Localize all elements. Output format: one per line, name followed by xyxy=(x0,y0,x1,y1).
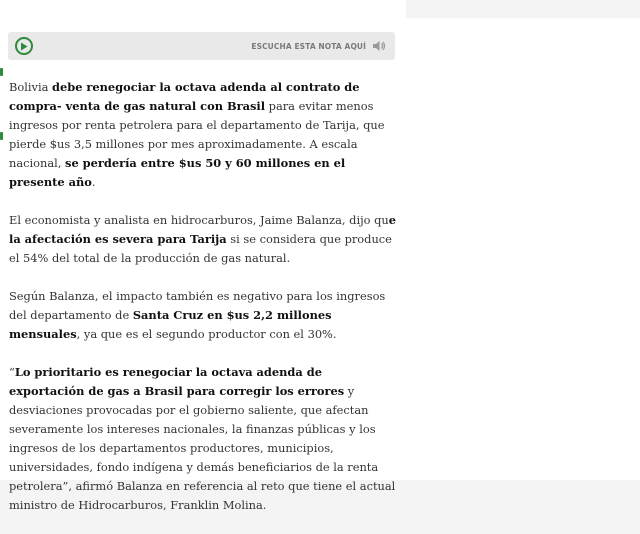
side-share-marks xyxy=(0,62,4,152)
paragraph-2: El economista y analista en hidrocarburos, Jaime Balanza, dijo que la afectación es severa para Tarija si se considera que produce el 54% del total de la producción de gas natural. xyxy=(9,213,396,265)
sidebar-panel xyxy=(406,18,640,480)
paragraph-4: “Lo prioritario es renegociar la octava adenda de exportación de gas a Brasil para corregir los errores y desviaciones provocadas por el gobierno saliente, que afectan severamente los intereses nacionales, la finanzas públicas y los ingresos de los departamentos productores, municipios, universidades, fondo indígena y demás beneficiarios de la renta petrolera”, afirmó Balanza en referencia al reto que tiene el actual ministro de Hidrocarburos, Franklin Molina. xyxy=(9,365,396,512)
paragraph-1: Bolivia debe renegociar la octava adenda al contrato de compra- venta de gas natural con Brasil para evitar menos ingresos por renta petrolera para el departamento de Tarija, que pierde $us 3,5 millones por mes aproximadamente. A escala nacional, se perdería entre $us 50 y 60 millones en el presente año. xyxy=(9,80,385,189)
speaker-icon[interactable] xyxy=(372,40,386,52)
play-button[interactable] xyxy=(15,37,33,55)
edge-mark xyxy=(0,68,3,76)
paragraph-3: Según Balanza, el impacto también es negativo para los ingresos del departamento de Santa Cruz en $us 2,2 millones mensuales, ya que es el segundo productor con el 30%. xyxy=(9,289,386,341)
audio-player[interactable] xyxy=(8,32,395,60)
article-body xyxy=(9,78,401,534)
listen-label[interactable]: ESCUCHA ESTA NOTA AQUÍ xyxy=(251,41,366,51)
edge-mark xyxy=(0,132,3,140)
play-icon xyxy=(20,42,28,51)
